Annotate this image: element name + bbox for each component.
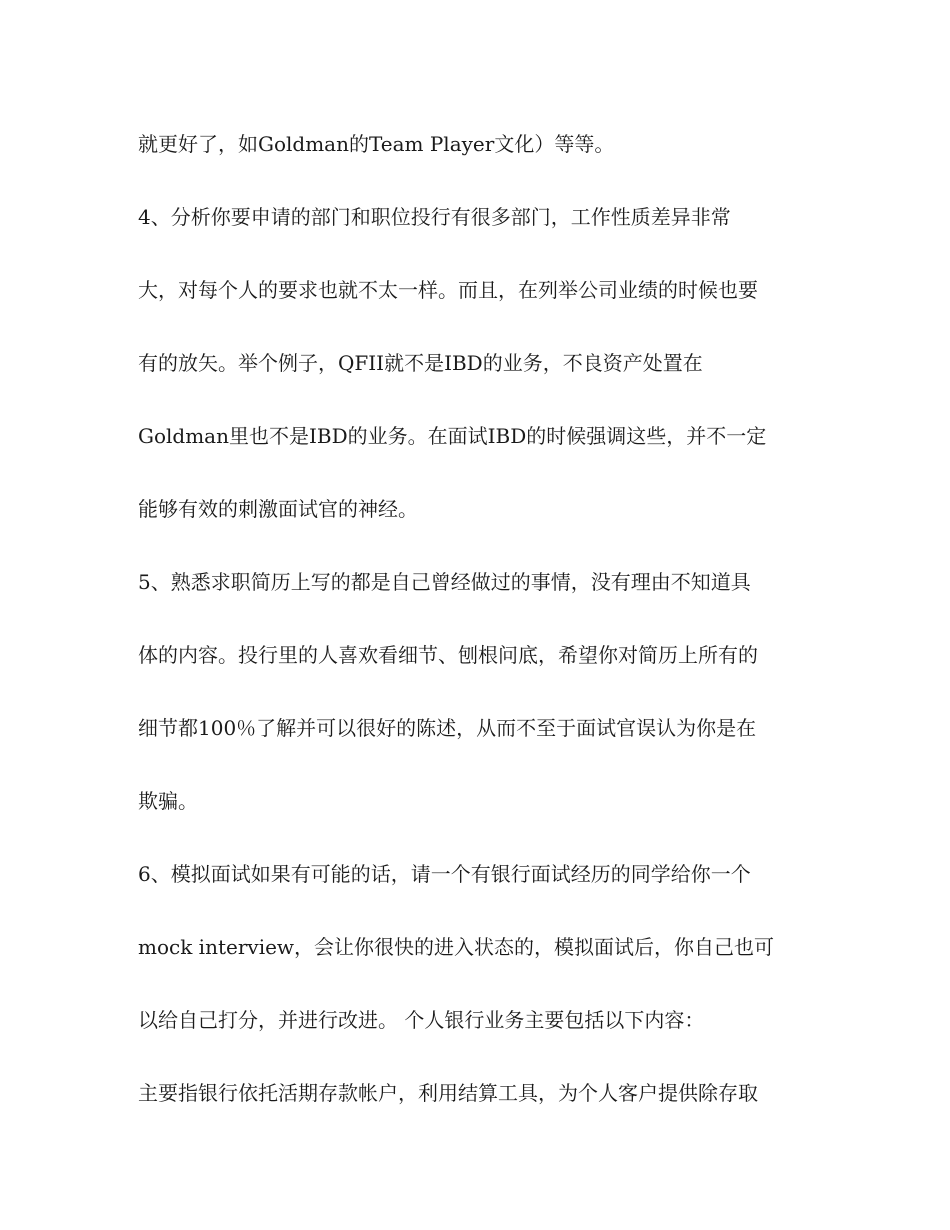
- text-line: 有的放矢。举个例子，QFII就不是IBD的业务，不良资产处置在: [138, 351, 703, 375]
- text-line: 就更好了，如Goldman的Team Player文化）等等。: [138, 132, 615, 156]
- text-line: 欺骗。: [138, 789, 198, 813]
- text-line: 大，对每个人的要求也就不太一样。而且，在列举公司业绩的时候也要: [138, 278, 758, 302]
- text-line: mock interview，会让你很快的进入状态的，模拟面试后，你自己也可: [138, 935, 775, 959]
- text-line: 以给自己打分，并进行改进。 个人银行业务主要包括以下内容：: [138, 1008, 705, 1032]
- text-line: 体的内容。投行里的人喜欢看细节、刨根问底，希望你对简历上所有的: [138, 643, 758, 667]
- text-line: 主要指银行依托活期存款帐户，利用结算工具，为个人客户提供除存取: [138, 1081, 758, 1105]
- text-line: 细节都100％了解并可以很好的陈述，从而不至于面试官误认为你是在: [138, 716, 757, 740]
- text-line: 能够有效的刺激面试官的神经。: [138, 497, 418, 521]
- text-line: 5、熟悉求职简历上写的都是自己曾经做过的事情，没有理由不知道具: [138, 570, 751, 594]
- text-line: Goldman里也不是IBD的业务。在面试IBD的时候强调这些，并不一定: [138, 424, 767, 448]
- text-line: 4、分析你要申请的部门和职位投行有很多部门，工作性质差异非常: [138, 205, 731, 229]
- text-line: 6、模拟面试如果有可能的话，请一个有银行面试经历的同学给你一个: [138, 862, 751, 886]
